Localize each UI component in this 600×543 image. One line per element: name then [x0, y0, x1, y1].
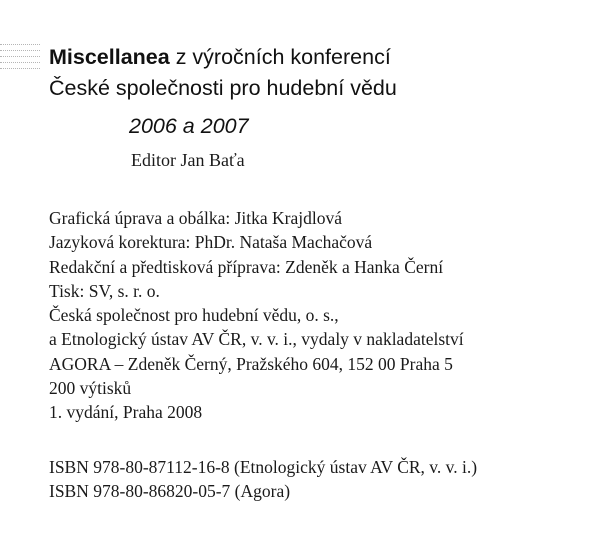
isbn-line: ISBN 978-80-87112-16-8 (Etnologický ústav AV ČR, v. v. i.): [49, 457, 478, 477]
credits-block: [49, 206, 464, 425]
title-line-1: [49, 42, 397, 73]
credit-line: AGORA – Zdeněk Černý, Pražského 604, 152 00 Praha 5: [49, 353, 453, 374]
credit-line: Redakční a předtisková příprava: Zdeněk a Hanka Černí: [49, 256, 444, 277]
credit-line: Česká společnost pro hudební vědu, o. s.,: [49, 305, 339, 326]
credit-line: Jazyková korektura: PhDr. Nataša Machačová: [49, 232, 373, 253]
title-bold-word: Miscellanea: [49, 45, 170, 69]
credit-line: a Etnologický ústav AV ČR, v. v. i., vydaly v nakladatelství: [49, 329, 464, 350]
credit-line: Tisk: SV, s. r. o.: [49, 280, 160, 301]
scan-artifact-dots: [0, 44, 40, 74]
book-title: [49, 42, 397, 104]
editor-line: Editor Jan Baťa: [131, 150, 245, 170]
title-years: 2006 a 2007: [129, 114, 249, 138]
credit-line: 200 výtisků: [49, 378, 132, 399]
isbn-block: [49, 456, 477, 503]
isbn-line: ISBN 978-80-86820-05-7 (Agora): [49, 480, 291, 501]
credit-line: Grafická úprava a obálka: Jitka Krajdlová: [49, 208, 342, 228]
credit-line: 1. vydání, Praha 2008: [49, 402, 203, 423]
title-line-2: České společnosti pro hudební vědu: [49, 76, 397, 100]
title-line-1-rest: z výročních konferencí: [169, 45, 391, 69]
